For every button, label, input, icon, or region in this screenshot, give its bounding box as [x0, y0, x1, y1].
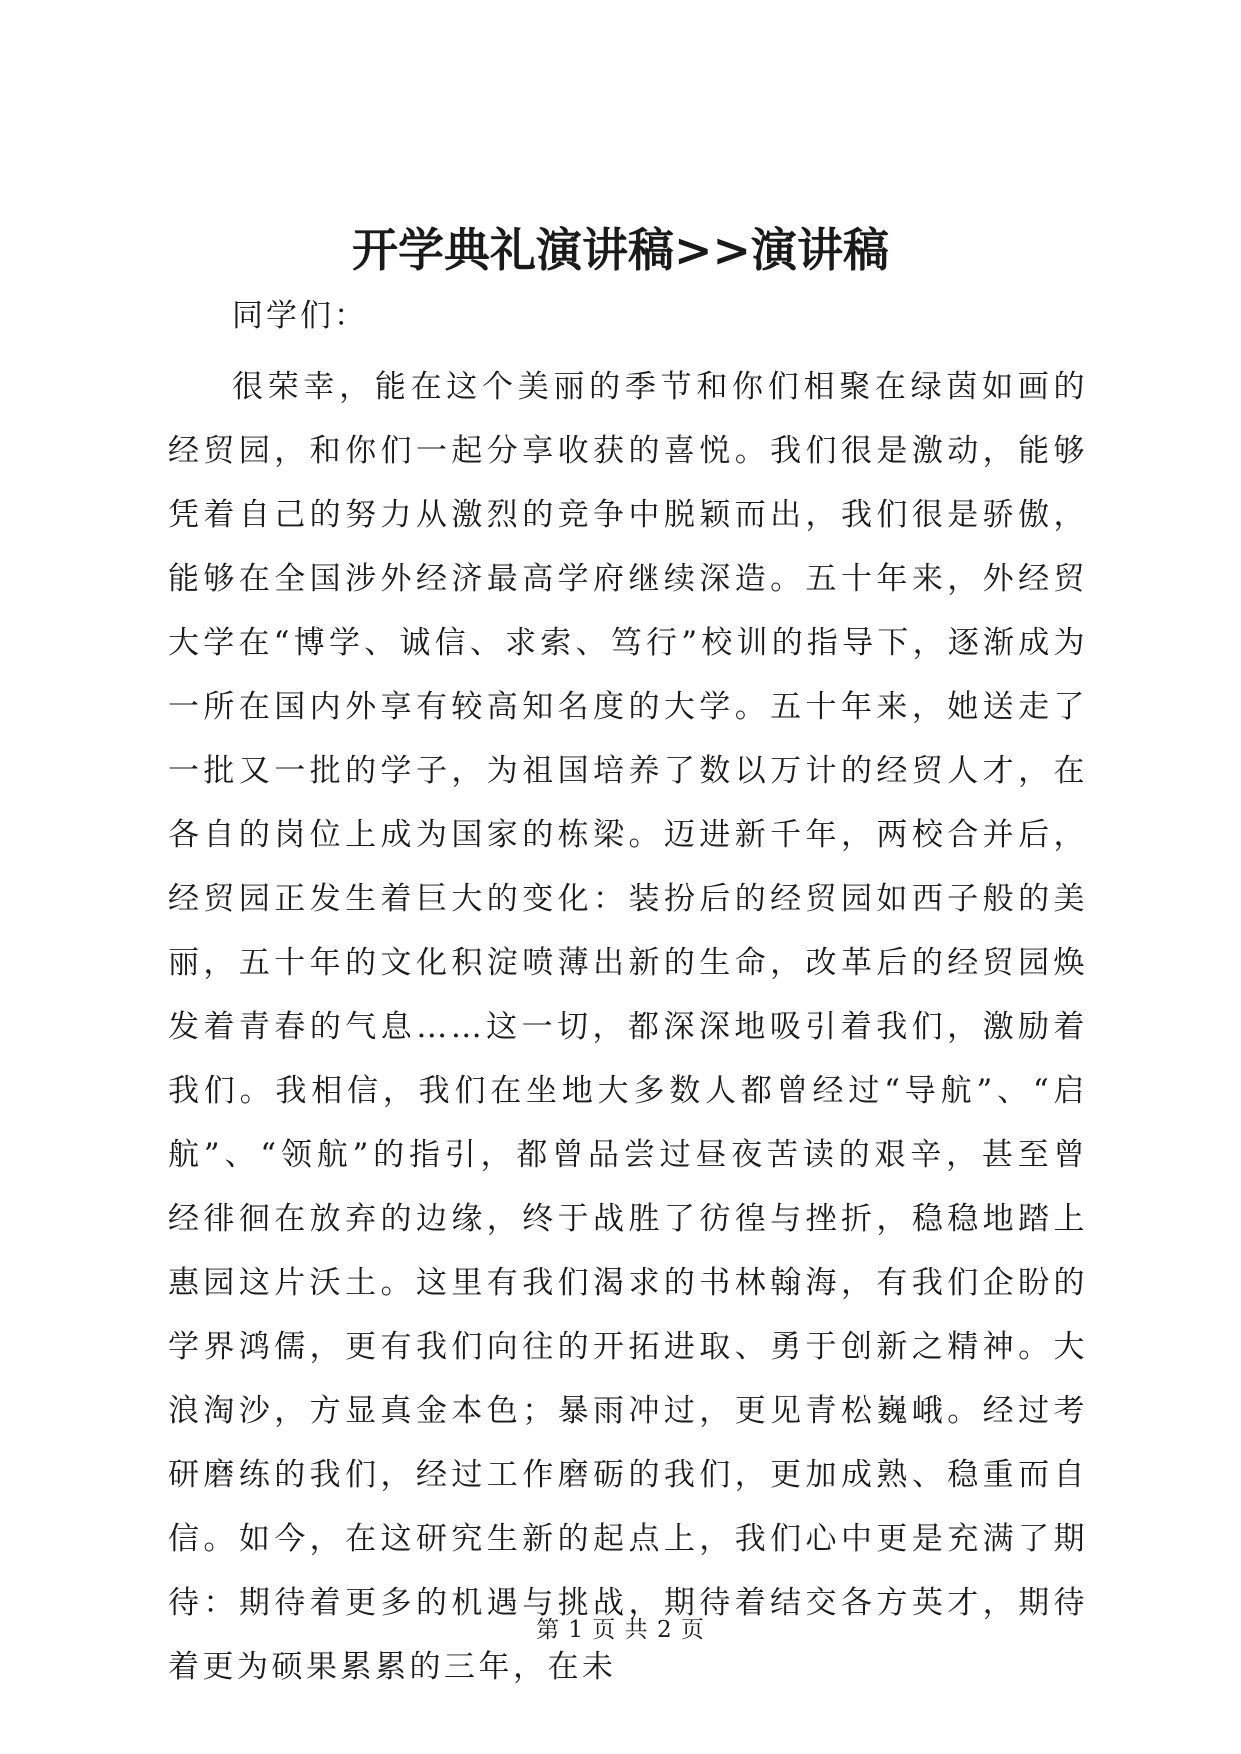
salutation: 同学们：	[232, 298, 368, 334]
body-paragraph: 很荣幸，能在这个美丽的季节和你们相聚在绿茵如画的经贸园，和你们一起分享收获的喜悦。我们很是激动，能够凭着自己的努力从激烈的竞争中脱颖而出，我们很是骄傲，能够在全国涉外经济最高学府继续深造。五十年来，外经贸大学在“博学、诚信、求索、笃行”校训的指导下，逐渐成为一所在国内外享有较高知名度的大学。五十年来，她送走了一批又一批的学子，为祖国培养了数以万计的经贸人才，在各自的岗位上成为国家的栋梁。迈进新千年，两校合并后，经贸园正发生着巨大的变化：装扮后的经贸园如西子般的美丽，五十年的文化积淀喷薄出新的生命，改革后的经贸园焕发着青春的气息……这一切，都深深地吸引着我们，激励着我们。我相信，我们在坐地大多数人都曾经过“导航”、“启航”、“领航”的指引，都曾品尝过昼夜苦读的艰辛，甚至曾经徘徊在放弃的边缘，终于战胜了彷徨与挫折，稳稳地踏上惠园这片沃土。这里有我们渴求的书林翰海，有我们企盼的学界鸿儒，更有我们向往的开拓进取、勇于创新之精神。大浪淘沙，方显真金本色；暴雨冲过，更见青松巍峨。经过考研磨练的我们，经过工作磨砺的我们，更加成熟、稳重而自信。如今，在这研究生新的起点上，我们心中更是充满了期待：期待着更多的机遇与挑战，期待着结交各方英才，期待着更为硕果累累的三年，在未	[168, 369, 1088, 1685]
page-footer: 第 1 页 共 2 页	[536, 1617, 705, 1643]
document-title: 开学典礼演讲稿>>演讲稿	[351, 223, 890, 277]
